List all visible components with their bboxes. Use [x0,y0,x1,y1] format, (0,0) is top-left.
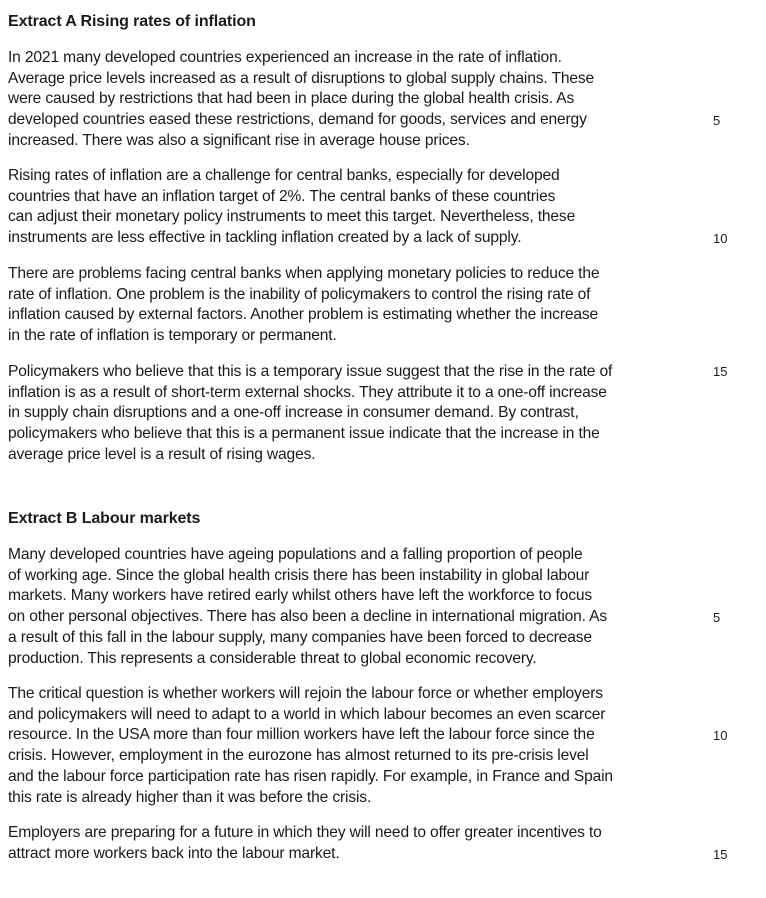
extract-b-p1-line-1: Many developed countries have ageing populations and a falling proportion of people [8,546,583,563]
extract-a-p4-line-3: in supply chain disruptions and a one-off increase in consumer demand. By contrast, [8,404,579,422]
extract-a-p2-line-1: Rising rates of inflation are a challenge for central banks, especially for developed [8,167,560,184]
extract-a-p2-line-3: can adjust their monetary policy instruments to meet this target. Nevertheless, these [8,208,576,226]
extract-b-p1-line-6: production. This represents a considerable threat to global economic recovery. [8,649,537,667]
extract-a-p1-line-2: Average price levels increased as a result of disruptions to global supply chains. These [8,69,595,87]
extract-a-line-number-15: 15 [713,364,728,379]
extract-a-line-number-10: 10 [713,231,728,246]
extract-a-p2-line-4: instruments are less effective in tackling inflation created by a lack of supply. [8,229,522,247]
extract-a-p3-line-1: There are problems facing central banks when applying monetary policies to reduce the [8,265,600,282]
extract-a-p1-line-1: In 2021 many developed countries experienced an increase in the rate of inflation. [8,49,562,66]
extract-b-p2-line-2: and policymakers will need to adapt to a world in which labour becomes an even scarcer [8,705,606,723]
extract-a-line-number-5: 5 [713,113,721,128]
extract-a-p4-line-5: average price level is a result of rising wages. [8,445,316,463]
extract-b-p3-line-1: Employers are preparing for a future in which they will need to offer greater incentives to [8,824,602,841]
extract-a-p3-line-2: rate of inflation. One problem is the inability of policymakers to control the rising rate of [8,285,591,303]
extract-a-p4-line-1: Policymakers who believe that this is a temporary issue suggest that the rise in the rate of [8,363,613,380]
extract-b-p3-line-2: attract more workers back into the labour market. [8,844,340,862]
extract-b-p1-line-5: a result of this fall in the labour supply, many companies have been forced to decrease [8,628,592,646]
extract-a-p1-line-4: developed countries eased these restrictions, demand for goods, services and energy [8,111,587,129]
extract-b-p2-line-5: and the labour force participation rate has risen rapidly. For example, in France and Spain [8,767,613,785]
extract-b-p2-line-4: crisis. However, employment in the eurozone has almost returned to its pre-crisis level [8,747,589,765]
extract-a-p2-line-2: countries that have an inflation target of 2%. The central banks of these countries [8,187,556,205]
extract-a-p3-line-4: in the rate of inflation is temporary or permanent. [8,327,337,345]
exam-page [8,0,758,898]
extract-a-p1-line-3: were caused by restrictions that had been in place during the global health crisis. As [8,90,575,108]
extract-b-p1-line-2: of working age. Since the global health crisis there has been instability in global labour [8,566,590,584]
extract-b-p2-line-6: this rate is already higher than it was before the crisis. [8,788,372,806]
extract-a-p1-line-5: increased. There was also a significant rise in average house prices. [8,131,470,149]
extract-b-line-number-5: 5 [713,610,721,625]
extract-a-p4-line-2: inflation is as a result of short-term external shocks. They attribute it to a one-off increase [8,383,607,401]
extract-b-line-number-15: 15 [713,847,728,862]
extract-a-p4-line-4: policymakers who believe that this is a permanent issue indicate that the increase in the [8,425,600,443]
extract-b-p1-line-3: markets. Many workers have retired early whilst others have left the workforce to focus [8,587,593,605]
extract-b-line-number-10: 10 [713,728,728,743]
extract-b-p2-line-3: resource. In the USA more than four million workers have left the labour force since the [8,726,595,744]
extract-a-heading: Extract A Rising rates of inflation [8,13,256,30]
extract-b-p2-line-1: The critical question is whether workers will rejoin the labour force or whether employers [8,685,603,702]
extract-b-heading: Extract B Labour markets [8,510,201,527]
extract-a-p3-line-3: inflation caused by external factors. Another problem is estimating whether the increase [8,306,599,324]
extract-b-p1-line-4: on other personal objectives. There has also been a decline in international migration. As [8,608,608,626]
